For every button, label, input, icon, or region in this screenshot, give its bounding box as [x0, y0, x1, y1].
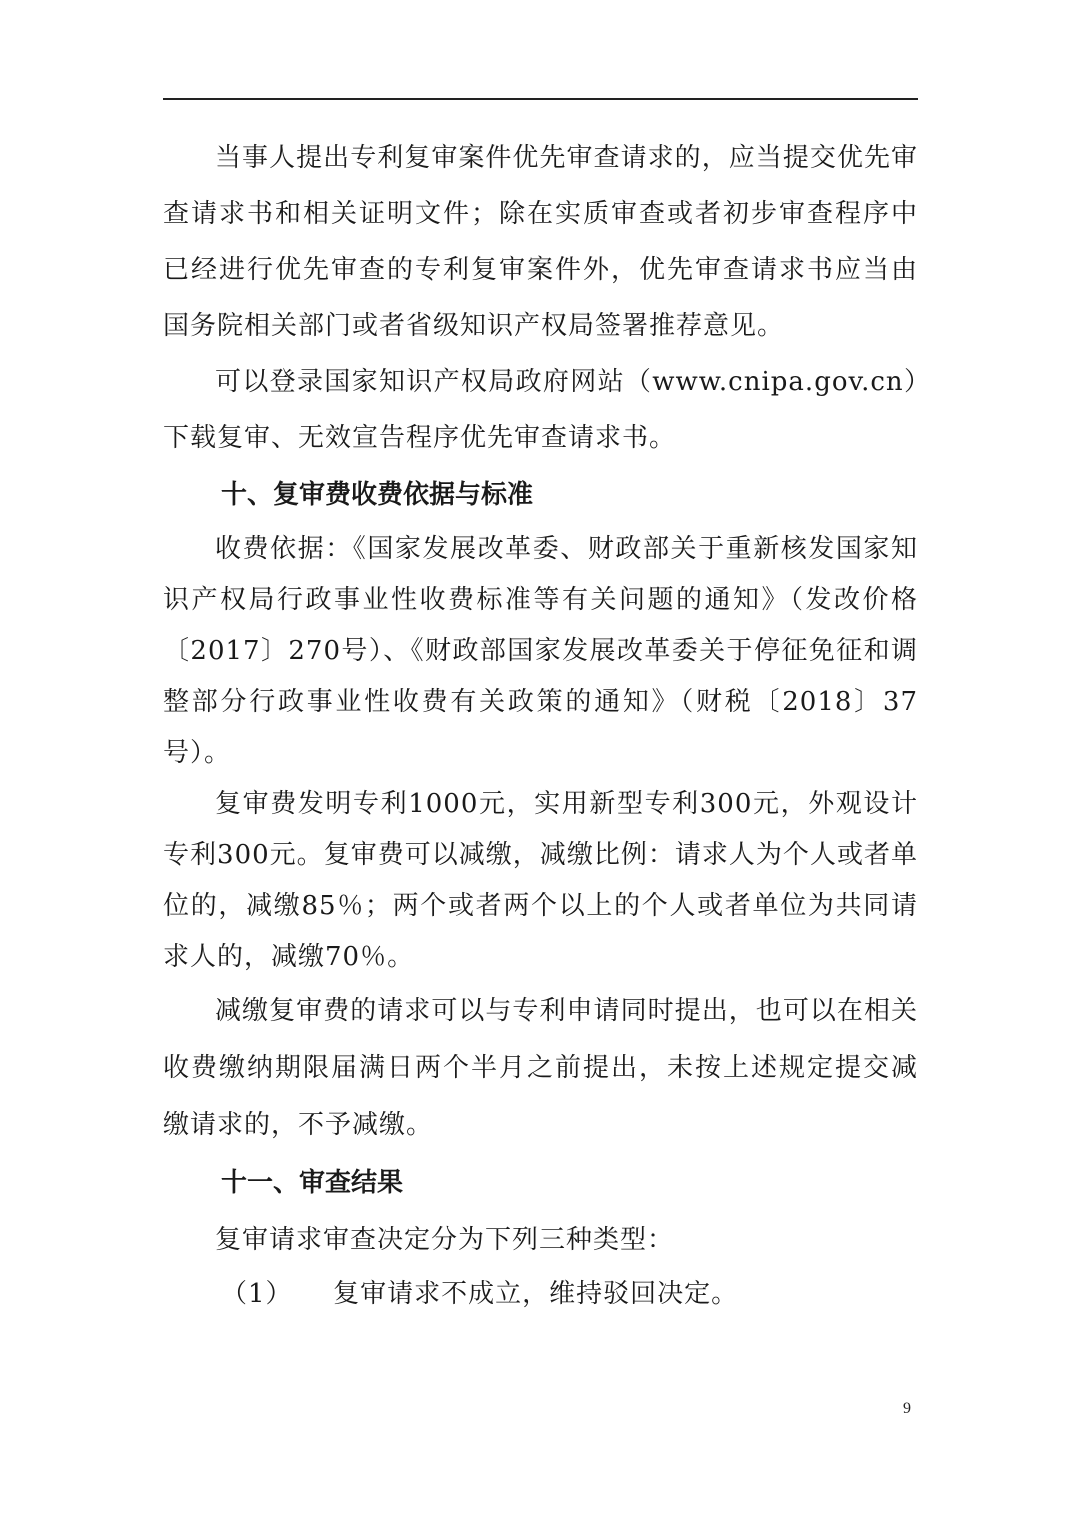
paragraph-fee-standard: 复审费发明专利1000元，实用新型专利300元，外观设计专利300元。复审费可以减缴，减缴比例：请求人为个人或者单位的，减缴85％；两个或者两个以上的个人或者单位为共同请求人的，减缴70％。 — [163, 789, 918, 972]
document-body — [163, 130, 918, 1320]
paragraph-priority-request: 当事人提出专利复审案件优先审查请求的，应当提交优先审查请求书和相关证明文件；除在实质审查或者初步审查程序中已经进行优先审查的专利复审案件外，优先审查请求书应当由国务院相关部门或者省级知识产权局签署推荐意见。 — [163, 143, 918, 341]
page-number: 9 — [903, 1400, 911, 1417]
paragraph-fee-reduction: 减缴复审费的请求可以与专利申请同时提出，也可以在相关收费缴纳期限届满日两个半月之前提出，未按上述规定提交减缴请求的，不予减缴。 — [163, 996, 918, 1140]
header-rule — [163, 98, 918, 100]
list-item-marker: （1） — [221, 1279, 293, 1309]
section-heading-fee-basis: 十、复审费收费依据与标准 — [221, 480, 534, 510]
paragraph-fee-basis: 收费依据：《国家发展改革委、财政部关于重新核发国家知识产权局行政事业性收费标准等有关问题的通知》（发改价格〔2017〕270号）、《财政部国家发展改革委关于停征免征和调整部分行政事业性收费有关政策的通知》（财税〔2018〕37号）。 — [163, 534, 918, 768]
paragraph-download: 可以登录国家知识产权局政府网站（www.cnipa.gov.cn）下载复审、无效宣告程序优先审查请求书。 — [163, 367, 918, 453]
list-item — [163, 1268, 918, 1320]
section-heading-review-result: 十一、审查结果 — [221, 1168, 404, 1198]
list-item-text: 复审请求不成立，维持驳回决定。 — [333, 1279, 739, 1309]
paragraph-result-intro: 复审请求审查决定分为下列三种类型： — [215, 1225, 675, 1255]
